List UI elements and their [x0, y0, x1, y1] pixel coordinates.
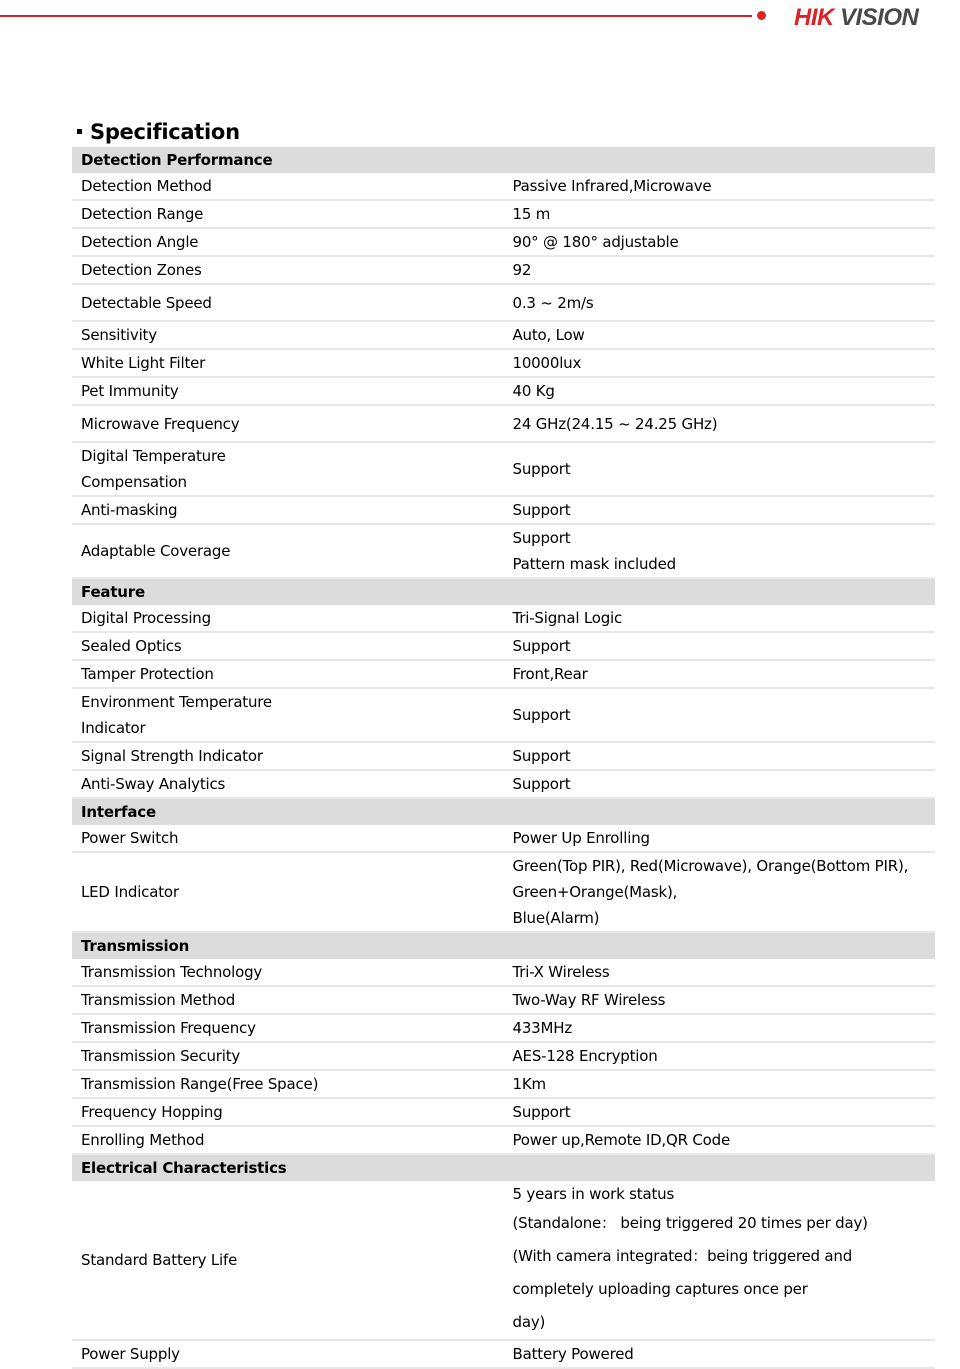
- spec-value: Power Up Enrolling: [504, 825, 936, 852]
- spec-value: Tri-X Wireless: [504, 959, 936, 986]
- spec-row: [72, 256, 935, 284]
- spec-value: 90° @ 180° adjustable: [504, 228, 936, 256]
- spec-value: 433MHz: [504, 1014, 936, 1042]
- spec-label: Transmission Method: [72, 986, 504, 1014]
- spec-value: Two-Way RF Wireless: [504, 986, 936, 1014]
- spec-value: Support Pattern mask included: [504, 524, 936, 578]
- spec-row: [72, 1042, 935, 1070]
- section-title: Interface: [72, 798, 935, 825]
- spec-label: Digital Temperature Compensation: [72, 442, 504, 496]
- spec-label: Signal Strength Indicator: [72, 742, 504, 770]
- spec-value: Passive Infrared,Microwave: [504, 173, 936, 200]
- section-title: Transmission: [72, 932, 935, 959]
- spec-label: Detection Zones: [72, 256, 504, 284]
- spec-row: [72, 605, 935, 632]
- svg-text:VISION: VISION: [840, 4, 919, 31]
- spec-label: LED Indicator: [72, 852, 504, 932]
- spec-row: [72, 1098, 935, 1126]
- section-title: Feature: [72, 578, 935, 605]
- spec-value: Power up,Remote ID,QR Code: [504, 1126, 936, 1154]
- spec-value: Battery Powered: [504, 1340, 936, 1368]
- page-title: [77, 120, 240, 144]
- spec-row: [72, 173, 935, 200]
- spec-label: Detectable Speed: [72, 284, 504, 321]
- spec-row: [72, 349, 935, 377]
- spec-value: Tri-Signal Logic: [504, 605, 936, 632]
- spec-row: [72, 228, 935, 256]
- square-bullet-icon: [77, 129, 82, 134]
- spec-label: Anti-Sway Analytics: [72, 770, 504, 798]
- section-header: [72, 1154, 935, 1181]
- spec-row: [72, 1340, 935, 1368]
- spec-row: [72, 496, 935, 524]
- spec-label: Sealed Optics: [72, 632, 504, 660]
- spec-value: Support: [504, 742, 936, 770]
- spec-label: Microwave Frequency: [72, 405, 504, 442]
- header-rule: [0, 15, 752, 17]
- spec-row: [72, 284, 935, 321]
- spec-row: [72, 852, 935, 932]
- spec-row: [72, 377, 935, 405]
- spec-label: Digital Processing: [72, 605, 504, 632]
- spec-value: Green(Top PIR), Red(Microwave), Orange(Bottom PIR), Green+Orange(Mask), Blue(Alarm): [504, 852, 936, 932]
- spec-label: Transmission Security: [72, 1042, 504, 1070]
- spec-row: [72, 688, 935, 742]
- section-header: [72, 578, 935, 605]
- spec-label: Anti-masking: [72, 496, 504, 524]
- spec-value: Support: [504, 770, 936, 798]
- spec-label: Detection Range: [72, 200, 504, 228]
- page-title-text: Specification: [90, 120, 240, 144]
- spec-table: [72, 147, 935, 1369]
- spec-value: AES-128 Encryption: [504, 1042, 936, 1070]
- spec-value: Support: [504, 688, 936, 742]
- spec-value: 15 m: [504, 200, 936, 228]
- spec-label: Transmission Frequency: [72, 1014, 504, 1042]
- spec-row: [72, 1126, 935, 1154]
- spec-label: Adaptable Coverage: [72, 524, 504, 578]
- spec-value: 40 Kg: [504, 377, 936, 405]
- spec-value: Support: [504, 496, 936, 524]
- spec-value: Support: [504, 442, 936, 496]
- svg-text:HIK: HIK: [794, 4, 834, 31]
- spec-row: [72, 1014, 935, 1042]
- spec-label: Enrolling Method: [72, 1126, 504, 1154]
- spec-value: 0.3 ~ 2m/s: [504, 284, 936, 321]
- spec-label: Power Supply: [72, 1340, 504, 1368]
- spec-label: Detection Angle: [72, 228, 504, 256]
- spec-row: [72, 770, 935, 798]
- spec-row: [72, 321, 935, 349]
- spec-value: 92: [504, 256, 936, 284]
- spec-value: Support: [504, 1098, 936, 1126]
- spec-row: [72, 632, 935, 660]
- spec-label: Power Switch: [72, 825, 504, 852]
- spec-row: [72, 442, 935, 496]
- spec-row: [72, 742, 935, 770]
- spec-value: Front,Rear: [504, 660, 936, 688]
- spec-label: Transmission Technology: [72, 959, 504, 986]
- hikvision-logo: [792, 0, 957, 32]
- section-title: Electrical Characteristics: [72, 1154, 935, 1181]
- spec-label: White Light Filter: [72, 349, 504, 377]
- spec-value: 5 years in work status (Standalone： being triggered 20 times per day) (With camera integrated：being triggered and completely uploading captures once per day): [504, 1181, 936, 1340]
- spec-value: Auto, Low: [504, 321, 936, 349]
- spec-label: Transmission Range(Free Space): [72, 1070, 504, 1098]
- section-header: [72, 798, 935, 825]
- spec-label: Pet Immunity: [72, 377, 504, 405]
- spec-label: Frequency Hopping: [72, 1098, 504, 1126]
- spec-label: Tamper Protection: [72, 660, 504, 688]
- spec-row: [72, 405, 935, 442]
- section-header: [72, 932, 935, 959]
- spec-row: [72, 524, 935, 578]
- spec-label: Detection Method: [72, 173, 504, 200]
- spec-row: [72, 660, 935, 688]
- spec-value: 1Km: [504, 1070, 936, 1098]
- spec-value: 24 GHz(24.15 ~ 24.25 GHz): [504, 405, 936, 442]
- spec-row: [72, 200, 935, 228]
- spec-row: [72, 986, 935, 1014]
- spec-row: [72, 959, 935, 986]
- spec-label: Sensitivity: [72, 321, 504, 349]
- header-dot: [757, 11, 766, 20]
- spec-label: Standard Battery Life: [72, 1181, 504, 1340]
- spec-row: [72, 1181, 935, 1340]
- section-header: [72, 147, 935, 173]
- spec-value: Support: [504, 632, 936, 660]
- spec-value: 10000lux: [504, 349, 936, 377]
- section-title: Detection Performance: [72, 147, 935, 173]
- spec-label: Environment Temperature Indicator: [72, 688, 504, 742]
- spec-row: [72, 1070, 935, 1098]
- spec-row: [72, 825, 935, 852]
